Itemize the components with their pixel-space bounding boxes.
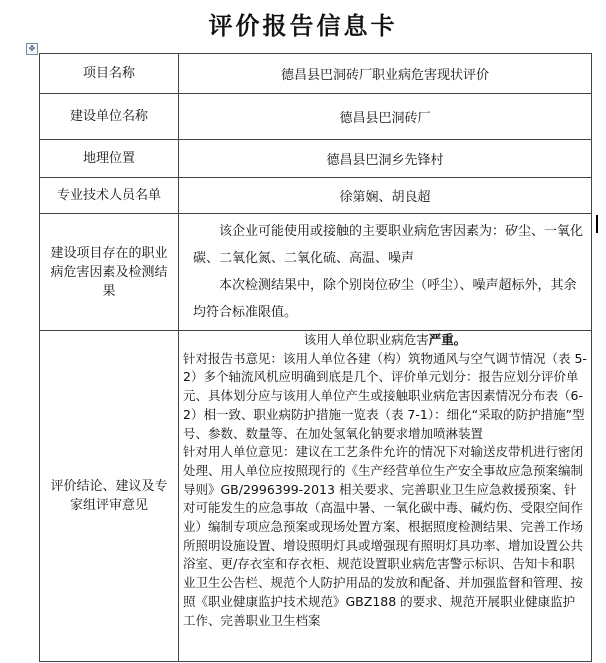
unit-name-label: 建设单位名称: [40, 94, 179, 140]
technicians-label: 专业技术人员名单: [40, 178, 179, 214]
page-title: 评价报告信息卡: [208, 11, 398, 40]
info-card-table: [39, 53, 592, 662]
hazards-paragraph-1: 该企业可能使用或接触的主要职业病危害因素为：矽尘、一氧化碳、二氧化氮、二氧化硫、高温、噪声: [193, 224, 584, 266]
report-opinion: 针对报告书意见：该用人单位各建（构）筑物通风与空气调节情况（表 5-2）多个轴流风机应明确到底是几个、评价单元划分：报告应划分评价单元、具体划分应与该用人单位产生或接触职业病危害因素情况分布表（6-2）相一致、职业病防护措施一览表（表 7-1）：细化“采取的防护措施”型号、参数、数量等、在加处氢氧化钠要求增加喷淋装置: [183, 350, 587, 441]
text-cursor: [596, 215, 598, 233]
table-row: [40, 94, 592, 140]
hazards-value[interactable]: [179, 214, 592, 331]
conclusion-severity: 严重。: [428, 332, 467, 347]
project-name-value[interactable]: 德昌县巴洞砖厂职业病危害现状评价: [179, 54, 592, 94]
conclusion-label: 评价结论、建议及专家组评审意见: [40, 331, 179, 662]
location-label: 地理位置: [40, 140, 179, 178]
location-value[interactable]: 德昌县巴洞乡先锋村: [179, 140, 592, 178]
conclusion-value[interactable]: [179, 331, 592, 662]
project-name-label: 项目名称: [40, 54, 179, 94]
unit-name-value[interactable]: 德昌县巴洞砖厂: [179, 94, 592, 140]
conclusion-summary-text: 该用人单位职业病危害: [303, 332, 429, 347]
table-row: [40, 214, 592, 331]
table-row: [40, 178, 592, 214]
hazards-paragraph-2: 本次检测结果中，除个别岗位矽尘（呼尘）、噪声超标外，其余均符合标准限值。: [193, 278, 577, 320]
technicians-value[interactable]: 徐第娴、胡良超: [179, 178, 592, 214]
hazards-label: 建设项目存在的职业病危害因素及检测结果: [40, 214, 179, 331]
table-move-handle-icon[interactable]: ✥: [26, 43, 38, 55]
table-row: [40, 140, 592, 178]
table-row: [40, 331, 592, 662]
conclusion-summary: [183, 331, 587, 350]
table-row: [40, 54, 592, 94]
unit-opinion: 针对用人单位意见：建议在工艺条件允许的情况下对输送皮带机进行密闭处理、用人单位应按照现行的《生产经营单位生产安全事故应急预案编制导则》GB/2996399-2013 相关要求、完善职业卫生应急救援预案、针对可能发生的应急事故（高温中暑、一氧化碳中毒、碱灼伤、受限空间作业）编制专项应急预案或现场处置方案、根据照度检测结果、完善工作场所照明设施设置、增设照明灯具或增强现有照明灯具功率、增加设置公共浴室、更/存衣室和存衣柜、规范设置职业病危害警示标识、告知卡和职业卫生公告栏、规范个人防护用品的发放和配备、并加强监督和管理、按照《职业健康监护技术规范》GBZ188 的要求、规范开展职业健康监护工作、完善职业卫生档案: [183, 444, 584, 628]
